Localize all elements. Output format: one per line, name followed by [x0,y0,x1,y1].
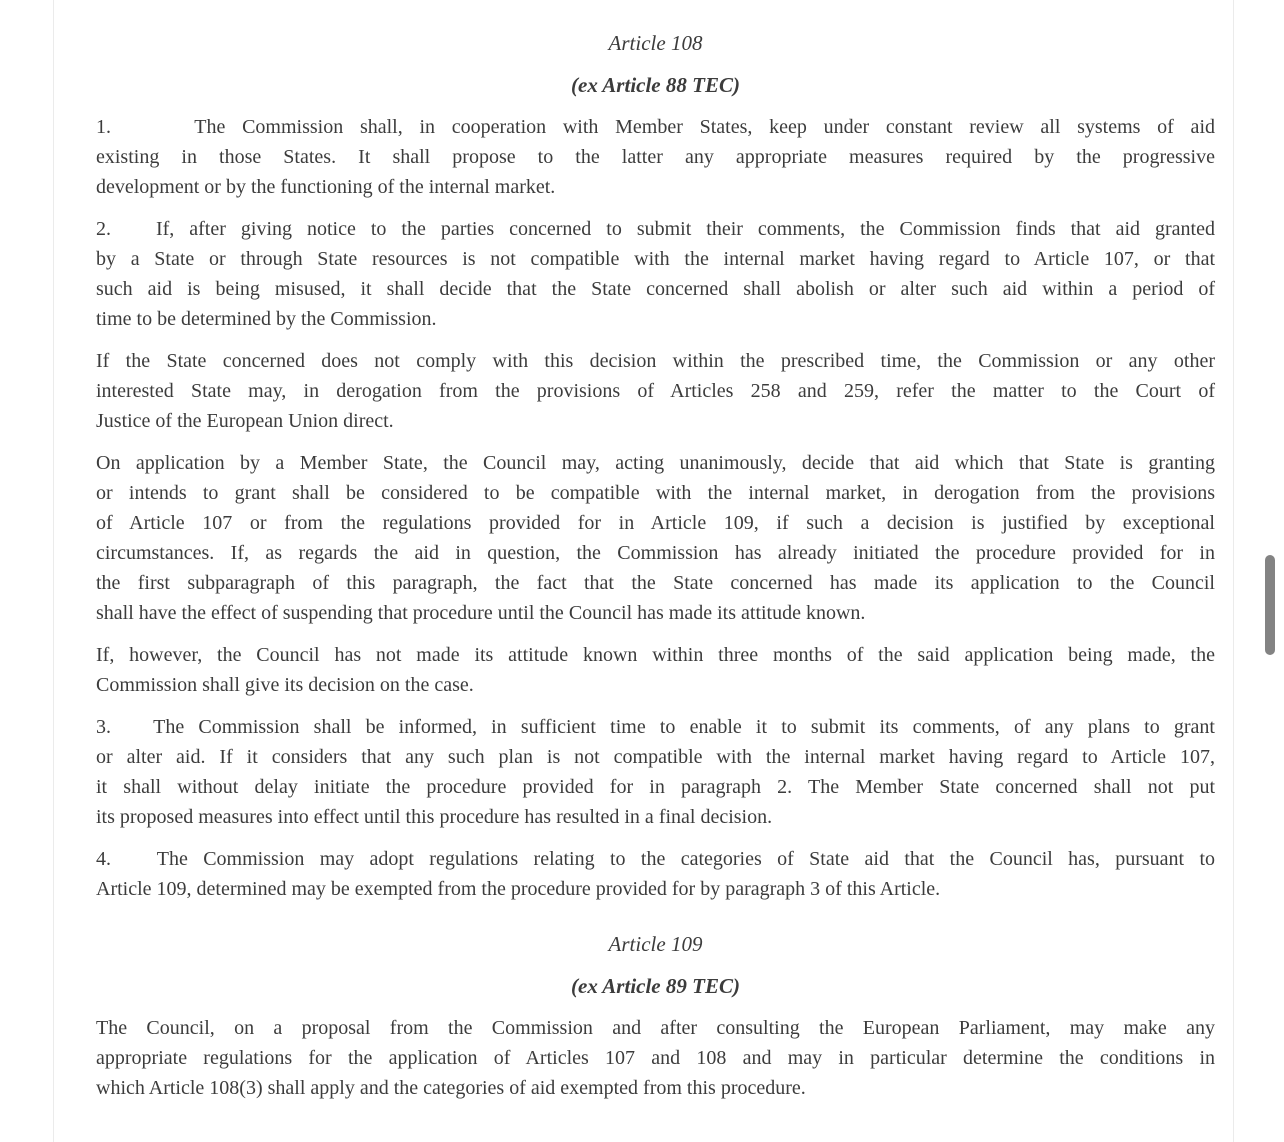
text-line: interested State may, in derogation from the provisions of Articles 258 and 259, refer the matter to the Court of [96,380,1215,402]
article-109-subtitle: (ex Article 89 TEC) [571,974,740,998]
text-line: If, however, the Council has not made its attitude known within three months of the said application being made, the [96,644,1215,666]
scrollbar-thumb[interactable] [1265,555,1275,655]
text-line: its proposed measures into effect until this procedure has resulted in a final decision. [96,806,773,828]
text-line: Commission shall give its decision on the case. [96,674,474,696]
paragraph-2 [96,214,1215,334]
text-line: If the State concerned does not comply with this decision within the prescribed time, the Commission or any other [96,350,1215,372]
text-line: which Article 108(3) shall apply and the categories of aid exempted from this procedure. [96,1077,806,1099]
paragraph-2-sub-3 [96,640,1215,700]
text-line: it shall without delay initiate the procedure provided for in paragraph 2. The Member State concerned shall not put [96,776,1215,798]
text-line: The Council, on a proposal from the Commission and after consulting the European Parliament, may make any [96,1017,1215,1039]
text-line: Article 109, determined may be exempted from the procedure provided for by paragraph 3 of this Article. [96,878,941,900]
text-line: or intends to grant shall be considered to be compatible with the internal market, in derogation from the provisions [96,482,1215,504]
text-line: existing in those States. It shall propose to the latter any appropriate measures required by the progressive [96,146,1215,168]
text-line: shall have the effect of suspending that procedure until the Council has made its attitude known. [96,602,866,624]
article-109-title: Article 109 [608,932,703,956]
text-line: 2. If, after giving notice to the parties concerned to submit their comments, the Commission finds that aid granted [96,218,1215,240]
page-border-right [1233,0,1234,1142]
paragraph-3 [96,712,1215,832]
article-108-subtitle: (ex Article 88 TEC) [571,73,740,97]
text-line: On application by a Member State, the Council may, acting unanimously, decide that aid which that State is granting [96,452,1215,474]
section-article-108 [96,28,1215,904]
text-line: 1. The Commission shall, in cooperation with Member States, keep under constant review all systems of aid [96,116,1215,138]
text-line: 3. The Commission shall be informed, in sufficient time to enable it to submit its comments, of any plans to grant [96,716,1215,738]
text-line: time to be determined by the Commission. [96,308,437,330]
section-article-109 [96,929,1215,1103]
document-page [96,28,1215,1115]
text-line: development or by the functioning of the internal market. [96,176,556,198]
text-line: appropriate regulations for the application of Articles 107 and 108 and may in particular determine the conditions in [96,1047,1215,1069]
paragraph-2-sub-2 [96,448,1215,628]
page-border-left [53,0,54,1142]
text-line: such aid is being misused, it shall decide that the State concerned shall abolish or alter such aid within a period of [96,278,1215,300]
paragraph [96,1013,1215,1103]
text-line: Justice of the European Union direct. [96,410,394,432]
paragraph-1 [96,112,1215,202]
text-line: the first subparagraph of this paragraph, the fact that the State concerned has made its application to the Council [96,572,1215,594]
text-line: 4. The Commission may adopt regulations relating to the categories of State aid that the Council has, pursuant to [96,848,1215,870]
article-108-title: Article 108 [608,31,703,55]
text-line: by a State or through State resources is not compatible with the internal market having regard to Article 107, or that [96,248,1215,270]
paragraph-2-sub-1 [96,346,1215,436]
text-line: or alter aid. If it considers that any such plan is not compatible with the internal market having regard to Article 107, [96,746,1215,768]
text-line: of Article 107 or from the regulations provided for in Article 109, if such a decision is justified by exceptional [96,512,1215,534]
paragraph-4 [96,844,1215,904]
text-line: circumstances. If, as regards the aid in question, the Commission has already initiated the procedure provided for in [96,542,1215,564]
